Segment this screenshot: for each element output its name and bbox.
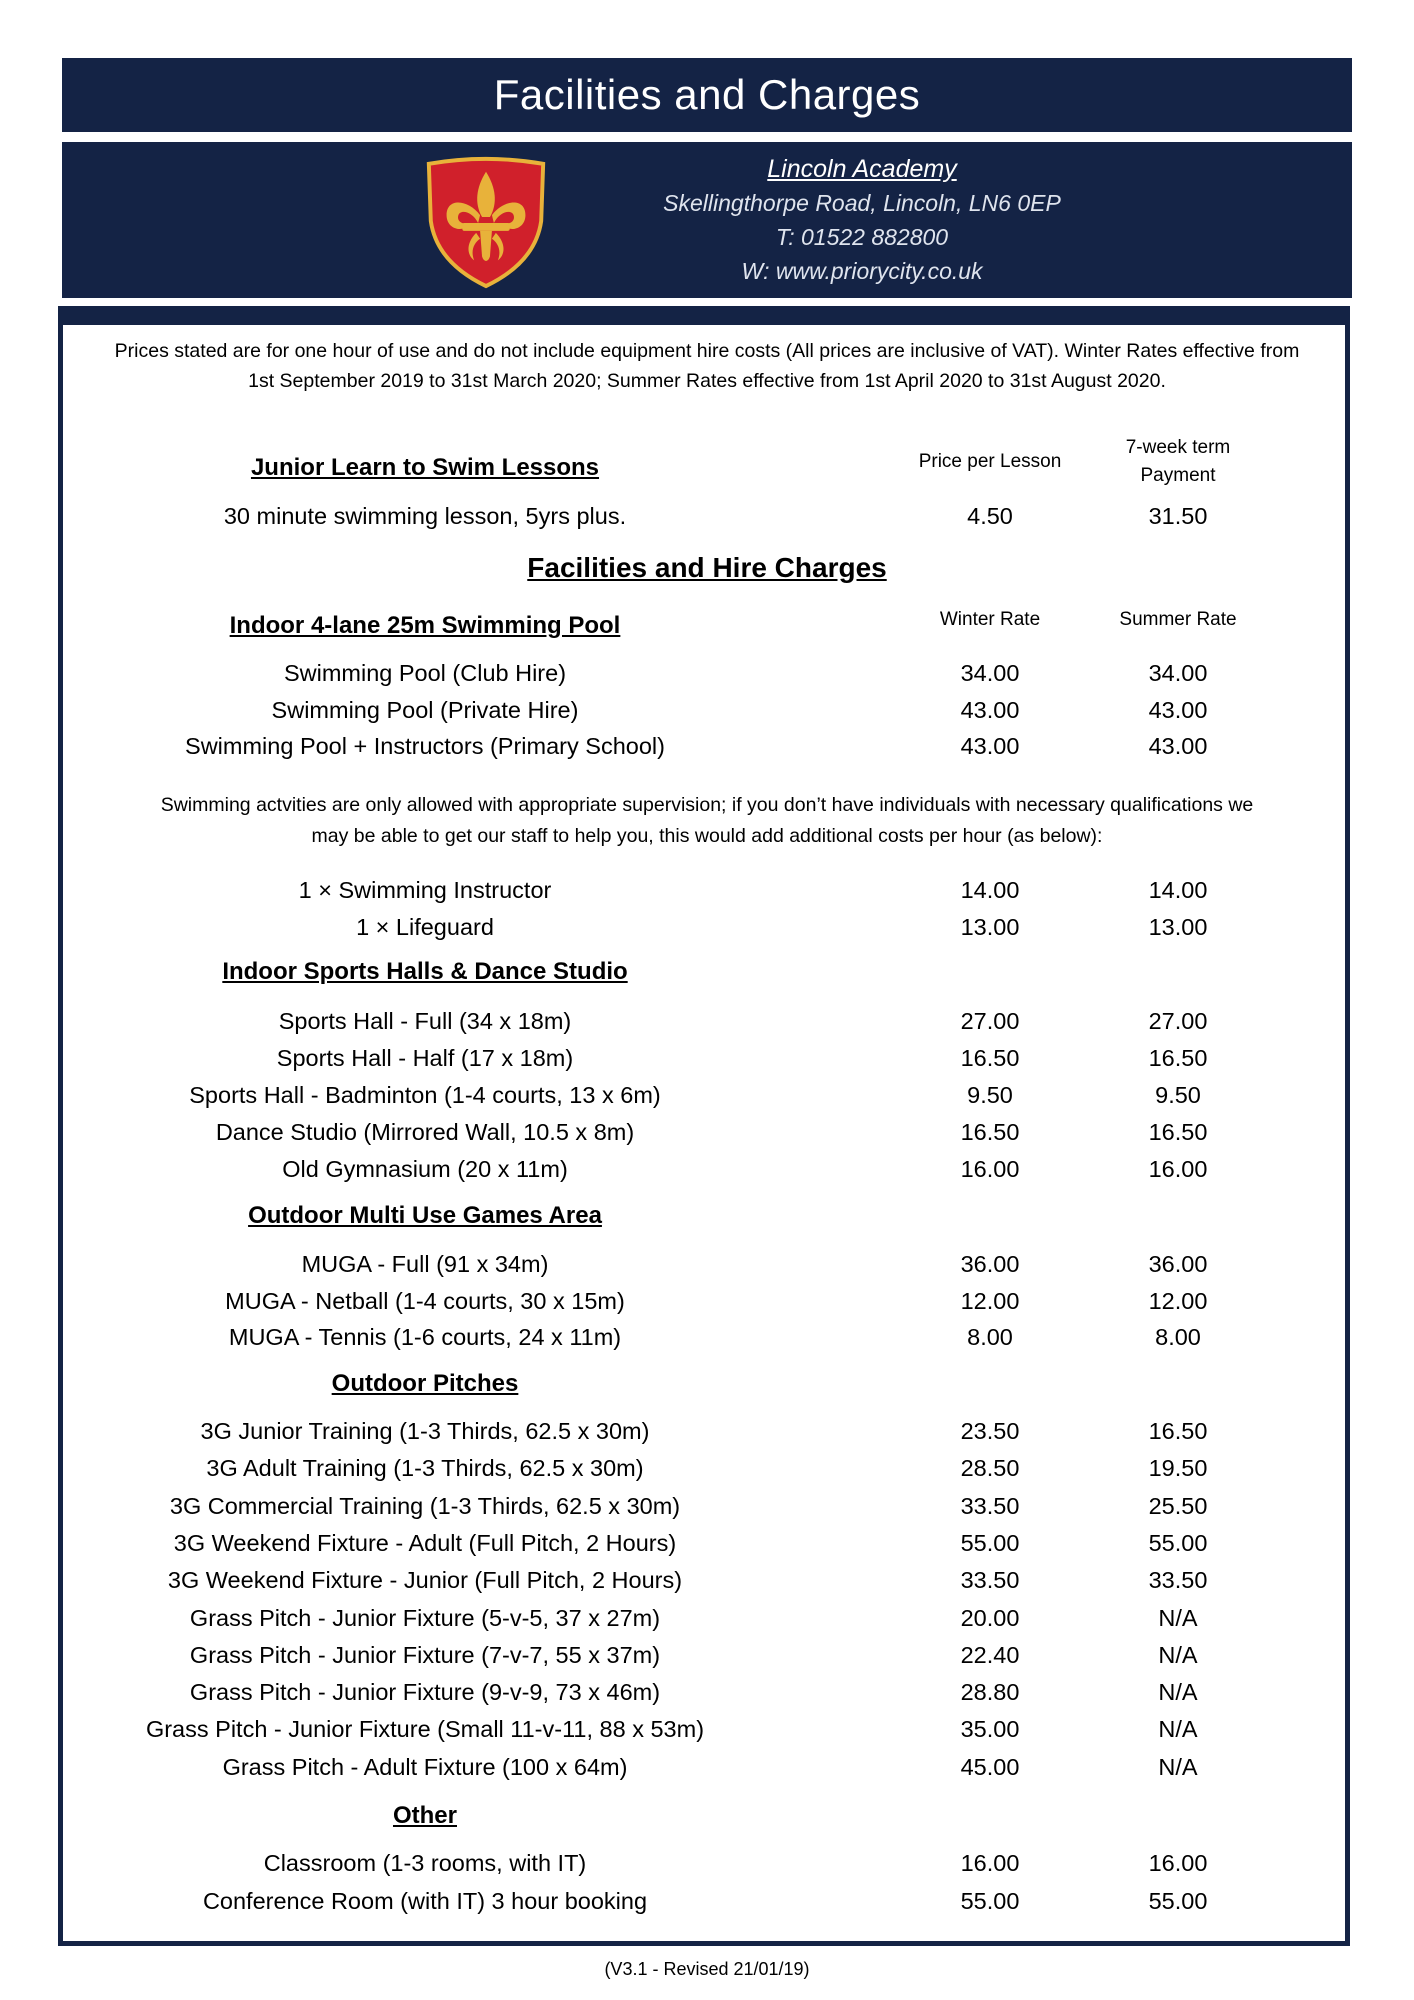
price-row xyxy=(0,498,1414,534)
price-value: 43.00 xyxy=(960,696,1020,723)
facility-name: Swimming Pool (Club Hire) xyxy=(283,660,567,686)
price-row xyxy=(0,872,1414,908)
column-header-summer-rate: Summer Rate xyxy=(1119,609,1237,630)
price-row xyxy=(0,1413,1414,1449)
price-value: 9.50 xyxy=(967,1082,1013,1108)
price-value: 55.00 xyxy=(960,1529,1020,1556)
price-row xyxy=(0,1283,1414,1319)
facility-name: Sports Hall - Full (34 x 18m) xyxy=(278,1008,572,1034)
price-value: 36.00 xyxy=(960,1251,1020,1277)
price-value: 16.50 xyxy=(1148,1119,1208,1145)
facility-name: Swimming Pool (Private Hire) xyxy=(271,696,579,723)
price-value: 55.00 xyxy=(1148,1529,1208,1556)
school-website[interactable]: W: www.priorycity.co.uk xyxy=(741,258,983,284)
price-value: 33.50 xyxy=(960,1567,1020,1594)
facility-name: Old Gymnasium (20 x 11m) xyxy=(282,1156,568,1182)
price-value: 28.50 xyxy=(960,1455,1020,1482)
price-value: 33.50 xyxy=(960,1492,1020,1519)
price-value: 13.00 xyxy=(960,914,1020,940)
price-value: 20.00 xyxy=(960,1604,1020,1631)
price-row xyxy=(0,1562,1414,1598)
price-value: 16.50 xyxy=(960,1045,1020,1071)
price-row xyxy=(0,1319,1414,1355)
price-row xyxy=(0,1600,1414,1636)
price-value: 45.00 xyxy=(960,1753,1020,1780)
price-row xyxy=(0,1003,1414,1039)
price-value: 9.50 xyxy=(1155,1082,1201,1108)
price-value: 16.50 xyxy=(1148,1045,1208,1071)
price-value: 55.00 xyxy=(960,1887,1020,1914)
facility-name: 3G Weekend Fixture - Adult (Full Pitch, 2 Hours) xyxy=(173,1529,677,1556)
price-value: 8.00 xyxy=(967,1324,1013,1350)
price-value: 16.50 xyxy=(1148,1418,1208,1444)
price-value: 16.00 xyxy=(1148,1156,1208,1182)
price-value: 43.00 xyxy=(1148,733,1208,759)
price-value: 36.00 xyxy=(1148,1251,1208,1277)
price-row xyxy=(0,692,1414,728)
price-value: 14.00 xyxy=(1148,877,1208,903)
facility-name: Grass Pitch - Junior Fixture (9-v-9, 73 x 46m) xyxy=(189,1679,661,1706)
price-row xyxy=(0,1525,1414,1561)
facility-name: Dance Studio (Mirrored Wall, 10.5 x 8m) xyxy=(215,1119,635,1145)
price-row xyxy=(0,1151,1414,1187)
price-value: 14.00 xyxy=(960,877,1020,903)
price-value: 43.00 xyxy=(960,733,1020,759)
facilities-heading: Facilities and Hire Charges xyxy=(527,552,887,583)
price-row xyxy=(0,1450,1414,1486)
footer-version: (V3.1 - Revised 21/01/19) xyxy=(604,1959,810,1979)
price-row xyxy=(0,1883,1414,1919)
column-header-winter-rate: Winter Rate xyxy=(939,609,1041,630)
intro-text: Prices stated are for one hour of use and do not include equipment hire costs (All prices are inclusive of VAT). Winter Rates effective from 1st September 2019 to 31st March 2020; Summer Rates effective from 1st April 2020 to 31st August 2020. xyxy=(114,340,1300,392)
facility-name: MUGA - Tennis (1-6 courts, 24 x 11m) xyxy=(228,1324,622,1350)
facility-name: MUGA - Netball (1-4 courts, 30 x 15m) xyxy=(225,1287,625,1314)
facility-name: 1 × Swimming Instructor xyxy=(298,877,552,903)
facility-name: 30 minute swimming lesson, 5yrs plus. xyxy=(223,503,627,529)
price-row xyxy=(0,655,1414,691)
price-value: N/A xyxy=(1158,1641,1198,1668)
facility-name: 3G Junior Training (1-3 Thirds, 62.5 x 30m) xyxy=(200,1418,650,1444)
price-value: N/A xyxy=(1158,1716,1198,1743)
price-value: 16.50 xyxy=(960,1119,1020,1145)
price-value: 16.00 xyxy=(960,1850,1020,1876)
price-row xyxy=(0,1674,1414,1710)
facility-name: Classroom (1-3 rooms, with IT) xyxy=(263,1850,587,1876)
price-value: 27.00 xyxy=(960,1008,1020,1034)
facility-name: Swimming Pool + Instructors (Primary School) xyxy=(185,733,665,759)
price-row xyxy=(0,1077,1414,1113)
price-value: 19.50 xyxy=(1148,1455,1208,1482)
facility-name: Conference Room (with IT) 3 hour booking xyxy=(202,1887,648,1914)
price-row xyxy=(0,728,1414,764)
header-band xyxy=(62,142,1352,298)
facility-name: MUGA - Full (91 x 34m) xyxy=(301,1251,549,1277)
price-value: 43.00 xyxy=(1148,696,1208,723)
price-value: 4.50 xyxy=(967,503,1013,529)
price-row xyxy=(0,1711,1414,1747)
price-value: 12.00 xyxy=(1148,1287,1208,1314)
price-value: 55.00 xyxy=(1148,1887,1208,1914)
price-value: 25.50 xyxy=(1148,1492,1208,1519)
price-row xyxy=(0,1637,1414,1673)
price-value: 23.50 xyxy=(960,1418,1020,1444)
facility-name: 3G Weekend Fixture - Junior (Full Pitch, 2 Hours) xyxy=(167,1567,683,1594)
section-heading-muga: Outdoor Multi Use Games Area xyxy=(248,1202,602,1229)
price-value: 28.80 xyxy=(960,1679,1020,1706)
page-title: Facilities and Charges xyxy=(62,58,1352,132)
price-value: N/A xyxy=(1158,1679,1198,1706)
facility-name: Grass Pitch - Junior Fixture (7-v-7, 55 x 37m) xyxy=(189,1641,661,1668)
section-heading-pool: Indoor 4-lane 25m Swimming Pool xyxy=(229,612,621,639)
price-value: 35.00 xyxy=(960,1716,1020,1743)
swim-supervision-note: Swimming actvities are only allowed with appropriate supervision; if you don’t have individuals with necessary qualifications we may be able to get our staff to help you, this would add additional costs per hour (as below): xyxy=(160,794,1254,847)
facility-name: 1 × Lifeguard xyxy=(356,914,494,940)
price-value: 8.00 xyxy=(1155,1324,1201,1350)
facility-name: Sports Hall - Half (17 x 18m) xyxy=(276,1045,574,1071)
section-heading-pitches: Outdoor Pitches xyxy=(331,1370,519,1397)
price-value: 34.00 xyxy=(960,660,1020,686)
facility-name: Grass Pitch - Junior Fixture (Small 11-v-11, 88 x 53m) xyxy=(145,1716,705,1743)
facility-name: 3G Adult Training (1-3 Thirds, 62.5 x 30m) xyxy=(206,1455,644,1482)
price-row xyxy=(0,1040,1414,1076)
price-value: 13.00 xyxy=(1148,914,1208,940)
price-row xyxy=(0,1749,1414,1785)
price-value: N/A xyxy=(1158,1753,1198,1780)
column-header-term-payment: 7-week term Payment xyxy=(1125,437,1231,486)
facility-name: Grass Pitch - Adult Fixture (100 x 64m) xyxy=(222,1753,628,1780)
school-address: Skellingthorpe Road, Lincoln, LN6 0EP xyxy=(663,190,1061,216)
price-value: 12.00 xyxy=(960,1287,1020,1314)
section-heading-lessons: Junior Learn to Swim Lessons xyxy=(250,454,600,481)
school-phone: T: 01522 882800 xyxy=(775,224,949,250)
price-value: N/A xyxy=(1158,1604,1198,1631)
section-heading-halls: Indoor Sports Halls & Dance Studio xyxy=(222,958,628,985)
price-value: 16.00 xyxy=(1148,1850,1208,1876)
price-row xyxy=(0,1246,1414,1282)
price-value: 33.50 xyxy=(1148,1567,1208,1594)
price-row xyxy=(0,1488,1414,1524)
price-value: 31.50 xyxy=(1148,503,1208,529)
price-value: 22.40 xyxy=(960,1641,1020,1668)
price-row xyxy=(0,1845,1414,1881)
facility-name: Grass Pitch - Junior Fixture (5-v-5, 37 x 27m) xyxy=(189,1604,661,1631)
column-header-price-per-lesson: Price per Lesson xyxy=(918,451,1062,472)
price-value: 34.00 xyxy=(1148,660,1208,686)
facility-name: 3G Commercial Training (1-3 Thirds, 62.5 x 30m) xyxy=(169,1492,681,1519)
facility-name: Sports Hall - Badminton (1-4 courts, 13 x 6m) xyxy=(189,1082,661,1108)
school-name[interactable]: Lincoln Academy xyxy=(767,155,957,183)
price-value: 16.00 xyxy=(960,1156,1020,1182)
price-row xyxy=(0,1114,1414,1150)
section-heading-other: Other xyxy=(392,1802,457,1829)
school-contact xyxy=(532,142,1192,298)
price-row xyxy=(0,909,1414,945)
price-value: 27.00 xyxy=(1148,1008,1208,1034)
